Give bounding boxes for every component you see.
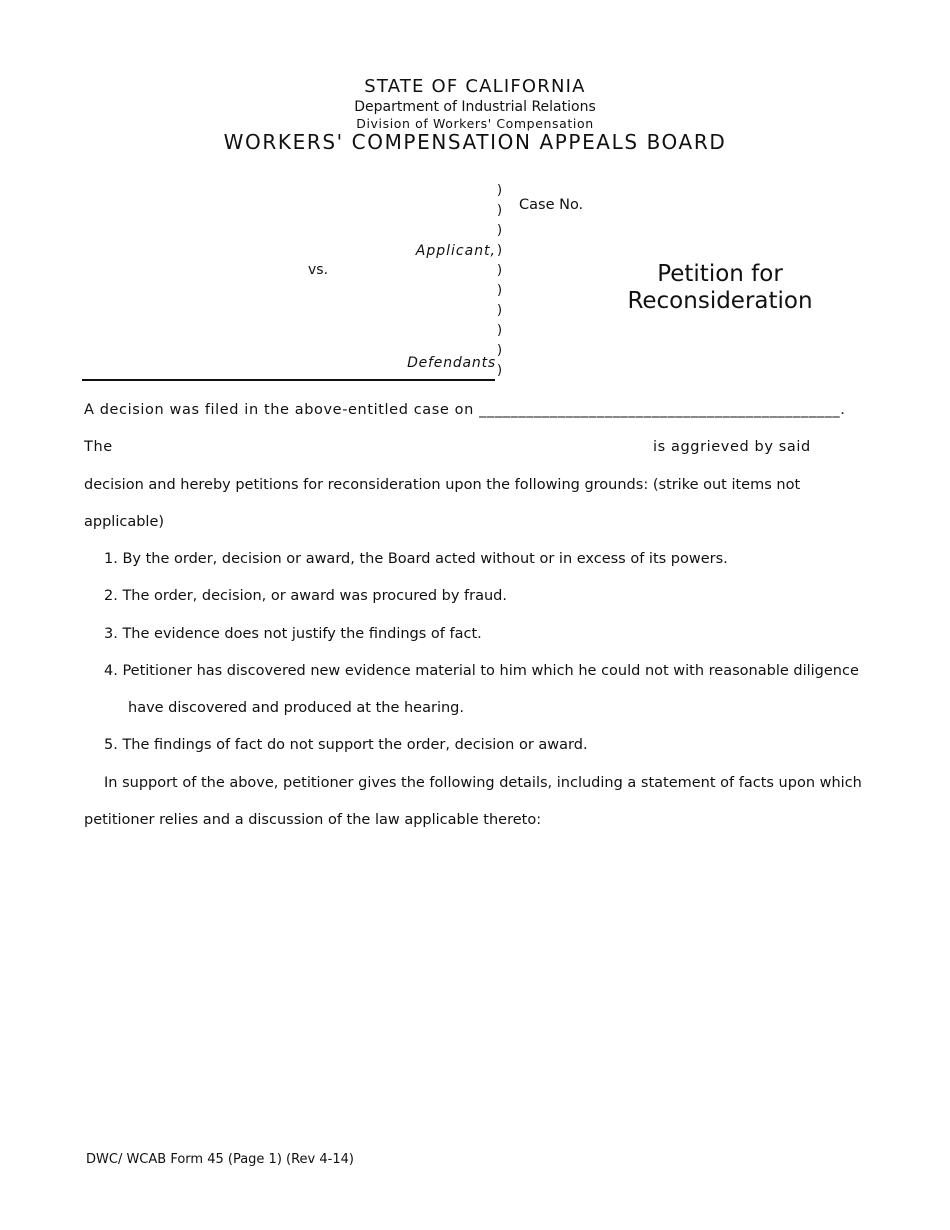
caption-paren: ) <box>497 223 503 238</box>
department-heading: Department of Industrial Relations <box>354 99 596 115</box>
board-heading: WORKERS' COMPENSATION APPEALS BOARD <box>223 130 727 154</box>
title-line-2: Reconsideration <box>627 288 813 314</box>
caption-paren: ) <box>497 363 503 378</box>
form-footer: DWC/ WCAB Form 45 (Page 1) (Rev 4-14) <box>86 1152 354 1167</box>
ground-item-5: 5. The findings of fact do not support the order, decision or award. <box>104 737 588 753</box>
division-heading: Division of Workers' Compensation <box>356 116 594 131</box>
ground-item-2: 2. The order, decision, or award was procured by fraud. <box>104 588 507 604</box>
document-title <box>595 261 845 315</box>
ground-item-4: 4. Petitioner has discovered new evidence material to him which he could not with reasonable diligence <box>104 663 859 679</box>
ground-item-3: 3. The evidence does not justify the findings of fact. <box>104 626 482 642</box>
support-statement-line-1: In support of the above, petitioner gives the following details, including a statement of facts upon which <box>104 775 862 791</box>
caption-paren: ) <box>497 303 503 318</box>
ground-item-1: 1. By the order, decision or award, the Board acted without or in excess of its powers. <box>104 551 728 567</box>
title-line-1: Petition for <box>657 261 783 287</box>
versus-label: vs. <box>308 262 329 278</box>
caption-paren: ) <box>497 283 503 298</box>
applicant-label: Applicant, <box>415 243 496 259</box>
aggrieved-party-prefix: The <box>84 439 113 455</box>
caption-paren: ) <box>497 343 503 358</box>
aggrieved-text: is aggrieved by said <box>653 439 811 455</box>
caption-paren-column <box>497 181 509 381</box>
applicable-line: applicable) <box>84 514 165 530</box>
case-number-label: Case No. <box>519 197 584 213</box>
defendants-label: Defendants <box>407 355 496 371</box>
caption-paren: ) <box>497 263 503 278</box>
grounds-line: decision and hereby petitions for reconsideration upon the following grounds: (strike out items not <box>84 477 801 493</box>
caption-divider <box>82 379 495 381</box>
caption-paren: ) <box>497 323 503 338</box>
decision-filed-line: A decision was filed in the above-entitled case on ______________________________________________. <box>84 402 846 418</box>
caption-paren: ) <box>497 243 503 258</box>
caption-paren: ) <box>497 183 503 198</box>
state-heading: STATE OF CALIFORNIA <box>364 76 586 97</box>
support-statement-line-2: petitioner relies and a discussion of the law applicable thereto: <box>84 812 542 828</box>
ground-item-4-continued: have discovered and produced at the hearing. <box>128 700 464 716</box>
caption-paren: ) <box>497 203 503 218</box>
